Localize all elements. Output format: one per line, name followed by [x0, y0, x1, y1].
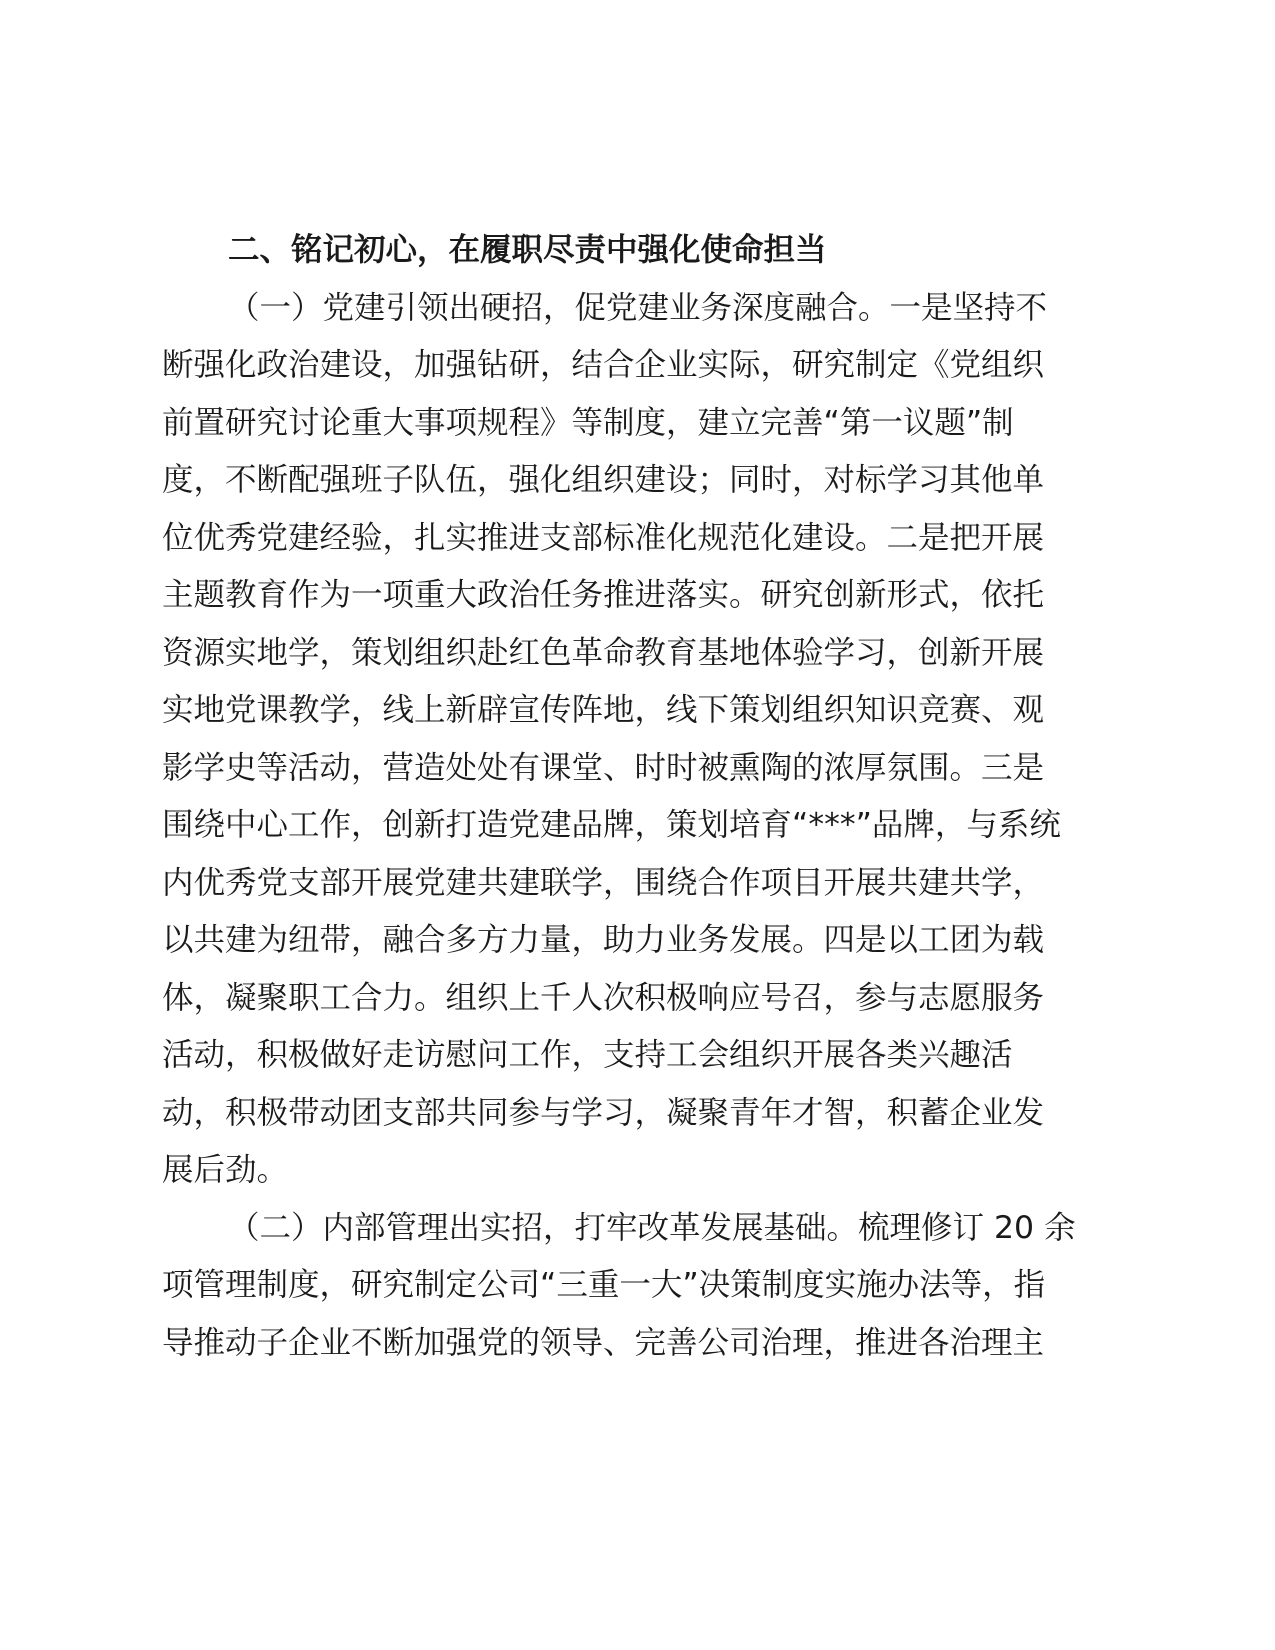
- paragraph-1-line: 体，凝聚职工合力。组织上千人次积极响应号召，参与志愿服务: [162, 979, 1045, 1016]
- paragraph-1-line: 资源实地学，策划组织赴红色革命教育基地体验学习，创新开展: [162, 634, 1045, 671]
- paragraph-1-line: 围绕中心工作，创新打造党建品牌，策划培育“***”品牌，与系统: [162, 807, 1061, 843]
- paragraph-2-line: 项管理制度，研究制定公司“三重一大”决策制度实施办法等，指: [162, 1267, 1046, 1303]
- paragraph-1-line: 影学史等活动，营造处处有课堂、时时被熏陶的浓厚氛围。三是: [162, 749, 1045, 786]
- paragraph-1-line: 主题教育作为一项重大政治任务推进落实。研究创新形式，依托: [162, 577, 1045, 613]
- paragraph-1-line: 实地党课教学，线上新辟宣传阵地，线下策划组织知识竞赛、观: [162, 692, 1045, 728]
- paragraph-1-line: 前置研究讨论重大事项规程》等制度，建立完善“第一议题”制: [162, 404, 1014, 441]
- document-body: [162, 222, 1114, 1372]
- paragraph-1-line: 位优秀党建经验，扎实推进支部标准化规范化建设。二是把开展: [162, 519, 1045, 556]
- paragraph-1-line: 展后劲。: [162, 1152, 289, 1188]
- paragraph-1-line: （一）党建引领出硬招，促党建业务深度融合。一是坚持不: [228, 289, 1048, 326]
- paragraph-1-line: 度，不断配强班子队伍，强化组织建设；同时，对标学习其他单: [162, 462, 1045, 498]
- paragraph-2-line: （二）内部管理出实招，打牢改革发展基础。梳理修订 20 余: [228, 1209, 1076, 1246]
- paragraph-1-line: 动，积极带动团支部共同参与学习，凝聚青年才智，积蓄企业发: [162, 1094, 1045, 1131]
- section-heading: 二、铭记初心，在履职尽责中强化使命担当: [228, 232, 827, 268]
- paragraph-2-line: 导推动子企业不断加强党的领导、完善公司治理，推进各治理主: [162, 1324, 1045, 1361]
- paragraph-1-line: 内优秀党支部开展党建共建联学，围绕合作项目开展共建共学，: [162, 864, 1045, 901]
- paragraph-1-line: 以共建为纽带，融合多方力量，助力业务发展。四是以工团为载: [162, 922, 1045, 958]
- paragraph-1-line: 活动，积极做好走访慰问工作，支持工会组织开展各类兴趣活: [162, 1037, 1013, 1073]
- paragraph-1-line: 断强化政治建设，加强钻研，结合企业实际，研究制定《党组织: [162, 347, 1045, 383]
